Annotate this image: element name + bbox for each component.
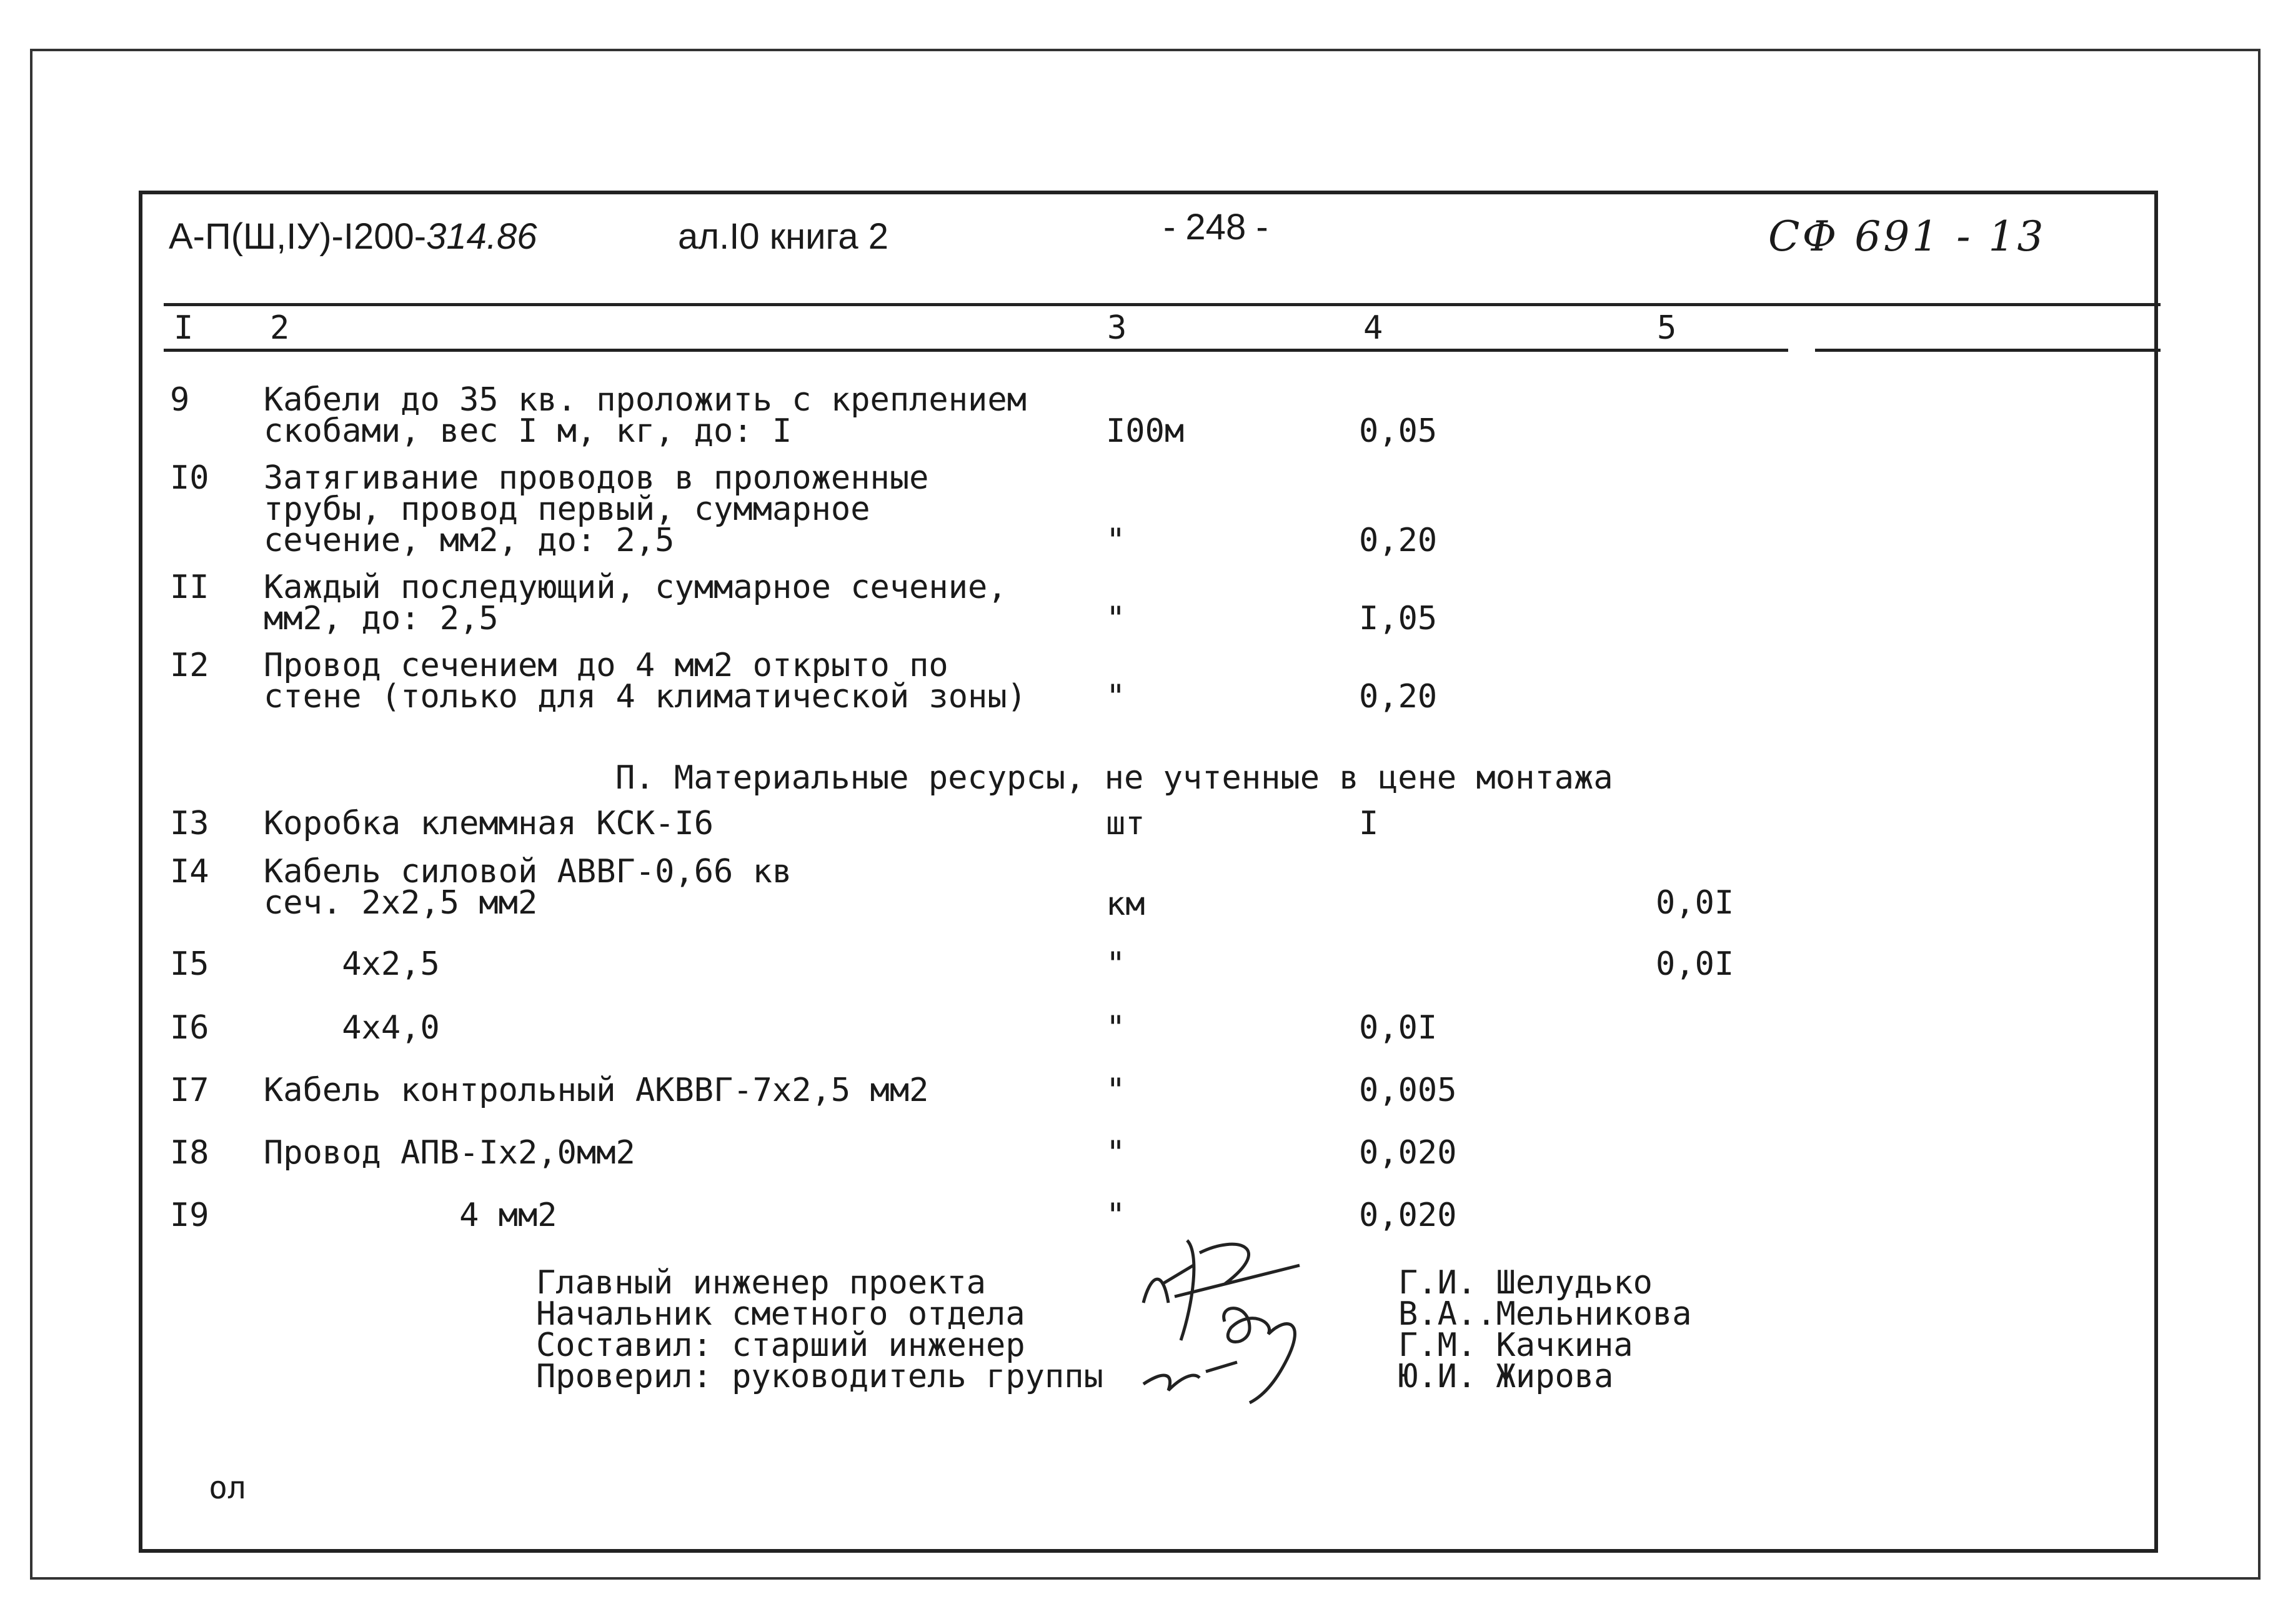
row-description: Провод сечением до 4 мм2 открыто по стене (только для 4 климатической зоны): [264, 647, 1027, 715]
row-unit: ": [1106, 1009, 1126, 1047]
column-header-2: 2: [270, 309, 290, 347]
row-description: Кабели до 35 кв. проложить с креплением скобами, вес I м, кг, до: I: [264, 381, 1027, 450]
row-quantity: 0,20: [1359, 678, 1438, 715]
column-rule-right: [1815, 349, 2161, 352]
row-description: Коробка клеммная КСК-I6: [264, 805, 714, 842]
footer-mark: ол: [209, 1470, 247, 1506]
section-title: П. Материальные ресурсы, не учтенные в цене монтажа: [615, 759, 1613, 797]
row-description: Провод АПВ-Iх2,0мм2: [264, 1134, 635, 1172]
page-number: - 248 -: [1163, 207, 1268, 247]
row-description: 4х2,5: [264, 945, 440, 983]
row-unit: ": [1106, 522, 1126, 559]
row-unit: ": [1106, 1134, 1126, 1172]
row-number: I3: [170, 805, 209, 842]
row-unit: ": [1106, 678, 1126, 715]
row-description: 4 мм2: [264, 1197, 557, 1234]
row-unit: ": [1106, 945, 1126, 983]
column-header-5: 5: [1657, 309, 1677, 347]
row-number: I4: [170, 853, 209, 890]
row-quantity-col5: 0,0I: [1656, 945, 1734, 983]
row-description: Кабель силовой АВВГ-0,66 кв сеч. 2х2,5 мм2: [264, 853, 792, 922]
row-unit: шт: [1106, 805, 1145, 842]
row-description: Каждый последующий, суммарное сечение, мм2, до: 2,5: [264, 569, 1007, 637]
row-quantity: 0,020: [1359, 1134, 1457, 1172]
document-code: [169, 216, 537, 257]
row-quantity: 0,005: [1359, 1072, 1457, 1109]
row-number: I5: [170, 945, 209, 983]
row-number: I8: [170, 1134, 209, 1172]
row-description: 4х4,0: [264, 1009, 440, 1047]
row-quantity: I: [1359, 805, 1379, 842]
row-number: I6: [170, 1009, 209, 1047]
row-unit: ": [1106, 1072, 1126, 1109]
row-quantity: I,05: [1359, 600, 1438, 637]
row-quantity: 0,20: [1359, 522, 1438, 559]
row-number: 9: [170, 381, 190, 419]
row-description: Кабель контрольный АКВВГ-7х2,5 мм2: [264, 1072, 929, 1109]
row-quantity: 0,020: [1359, 1197, 1457, 1234]
row-quantity-col5: 0,0I: [1656, 884, 1734, 922]
column-header-1: I: [174, 309, 194, 347]
row-number: I0: [170, 459, 209, 497]
handwritten-stamp: СФ 691 - 13: [1768, 212, 2046, 261]
row-description: Затягивание проводов в проложенные трубы, провод первый, суммарное сечение, мм2, до: 2,5: [264, 459, 929, 559]
row-unit: км: [1106, 885, 1145, 923]
header-rule: [164, 303, 2161, 306]
column-header-3: 3: [1107, 309, 1127, 347]
sheet-label: ал.I0 книга 2: [678, 216, 889, 257]
row-quantity: 0,05: [1359, 412, 1438, 450]
column-rule: [164, 349, 1788, 352]
handwritten-signature: [1125, 1228, 1375, 1409]
row-unit: I00м: [1106, 412, 1185, 450]
row-number: I9: [170, 1197, 209, 1234]
signature-names: Г.И. Шелудько В.А..Мельникова Г.М. Качкина Ю.И. Жирова: [1398, 1264, 1692, 1395]
signature-titles: Главный инженер проекта Начальник сметного отдела Составил: старший инженер Проверил: руководитель группы: [536, 1264, 1103, 1395]
row-unit: ": [1106, 600, 1126, 637]
column-header-4: 4: [1363, 309, 1383, 347]
document-code-suffix: 314.86: [426, 216, 537, 257]
row-number: I2: [170, 647, 209, 684]
row-unit: ": [1106, 1197, 1126, 1234]
document-code-prefix: А-П(Ш,IУ)-I200-: [169, 216, 427, 257]
row-number: II: [170, 569, 209, 606]
row-quantity: 0,0I: [1359, 1009, 1438, 1047]
row-number: I7: [170, 1072, 209, 1109]
